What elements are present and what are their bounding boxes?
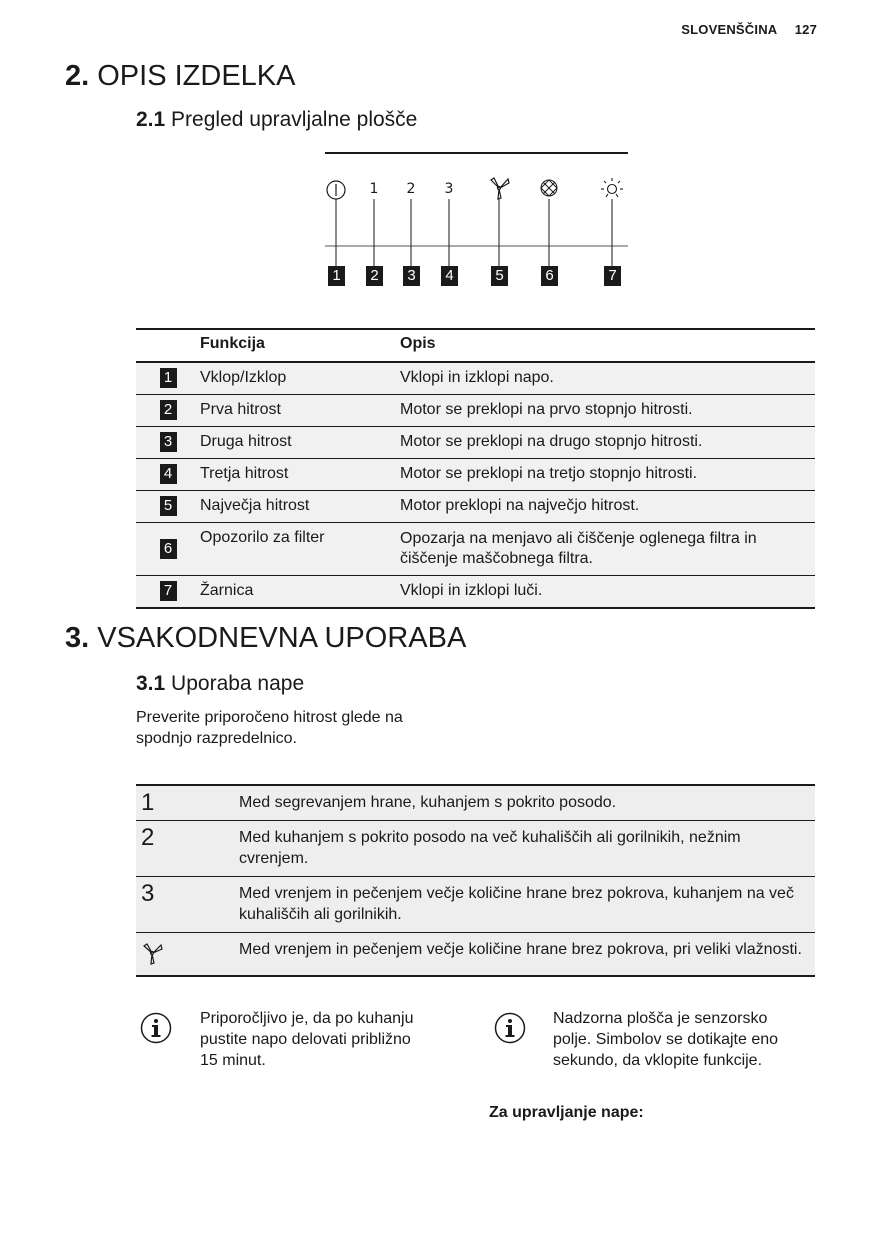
subsection-number: 2.1 <box>136 108 166 131</box>
row-number-badge: 5 <box>160 496 177 516</box>
table-row <box>136 821 815 877</box>
section-title: VSAKODNEVNA UPORABA <box>97 622 467 654</box>
function-name: Prva hitrost <box>200 401 281 418</box>
speed-3-icon: 3 <box>444 181 454 197</box>
speed-2-icon: 2 <box>406 181 416 197</box>
subsection-3-1-heading <box>136 672 304 696</box>
row-number-badge: 7 <box>160 581 177 601</box>
subsection-number: 3.1 <box>136 672 166 695</box>
callout-7: 7 <box>604 266 621 286</box>
table-row <box>136 576 815 609</box>
table-row <box>136 362 815 395</box>
section-3-heading <box>65 622 466 655</box>
table-row <box>136 427 815 459</box>
function-name: Druga hitrost <box>200 433 292 450</box>
usage-description: Med vrenjem in pečenjem večje količine hrane brez pokrova, kuhanjem na več kuhališčih ali gorilnikih. <box>239 885 794 923</box>
light-icon <box>601 178 623 197</box>
row-number-badge: 3 <box>160 432 177 452</box>
subsection-title: Pregled upravljalne plošče <box>171 108 418 131</box>
speed-level: 1 <box>141 789 155 816</box>
callout-1: 1 <box>328 266 345 286</box>
table-row <box>136 523 815 576</box>
info-icon <box>494 1012 526 1044</box>
speed-level <box>136 933 239 977</box>
note-left: Priporočljivo je, da po kuhanju pustite napo delovati približno 15 minut. <box>200 1010 414 1069</box>
table-row <box>136 395 815 427</box>
subsection-2-1-heading <box>136 108 417 132</box>
function-description: Motor se preklopi na tretjo stopnjo hitrosti. <box>400 465 698 482</box>
table-row <box>136 933 815 977</box>
speed-level: 2 <box>141 824 155 851</box>
header-language: SLOVENŠČINA <box>681 22 777 37</box>
table-row <box>136 877 815 933</box>
callout-6: 6 <box>541 266 558 286</box>
function-description: Motor se preklopi na prvo stopnjo hitrosti. <box>400 401 693 418</box>
page-number: 127 <box>794 22 817 37</box>
usage-description: Med segrevanjem hrane, kuhanjem s pokrito posodo. <box>239 794 617 811</box>
speed-1-icon: 1 <box>369 181 379 197</box>
usage-description: Med vrenjem in pečenjem večje količine hrane brez pokrova, pri veliki vlažnosti. <box>239 941 802 958</box>
fan-boost-icon <box>141 943 163 965</box>
column-header-function: Funkcija <box>200 335 265 352</box>
function-name: Vklop/Izklop <box>200 369 287 386</box>
callout-5: 5 <box>491 266 508 286</box>
function-table <box>136 328 815 609</box>
row-number-badge: 2 <box>160 400 177 420</box>
power-icon <box>327 181 345 199</box>
usage-table <box>136 784 815 977</box>
section-number: 3. <box>65 622 90 654</box>
usage-description: Med kuhanjem s pokrito posodo na več kuhališčih ali gorilnikih, nežnim cvrenjem. <box>239 829 741 867</box>
callout-2: 2 <box>366 266 383 286</box>
speed-level: 3 <box>141 880 155 907</box>
usage-intro: Preverite priporočeno hitrost glede na spodnjo razpredelnico. <box>136 709 403 747</box>
column-header-description: Opis <box>400 335 436 352</box>
function-description: Vklopi in izklopi luči. <box>400 582 543 599</box>
fan-boost-icon <box>491 178 509 199</box>
subsection-title: Uporaba nape <box>171 672 305 695</box>
table-row <box>136 491 815 523</box>
note-right: Nadzorna plošča je senzorsko polje. Simbolov se dotikajte eno sekundo, da vklopite funkcije. <box>553 1010 779 1069</box>
control-heading: Za upravljanje nape: <box>489 1104 644 1121</box>
function-name: Žarnica <box>200 582 254 599</box>
section-number: 2. <box>65 60 90 92</box>
table-header-row <box>136 329 815 362</box>
function-description: Opozarja na menjavo ali čiščenje oglenega filtra in čiščenje maščobnega filtra. <box>400 530 757 567</box>
section-2-heading <box>65 60 295 93</box>
info-icon <box>140 1012 172 1044</box>
table-row <box>136 459 815 491</box>
row-number-badge: 4 <box>160 464 177 484</box>
table-row <box>136 785 815 821</box>
function-name: Tretja hitrost <box>200 465 289 482</box>
function-name: Največja hitrost <box>200 497 310 514</box>
callout-4: 4 <box>441 266 458 286</box>
filter-icon <box>541 180 557 196</box>
page-header <box>681 22 817 37</box>
function-description: Vklopi in izklopi napo. <box>400 369 554 386</box>
row-number-badge: 1 <box>160 368 177 388</box>
section-title: OPIS IZDELKA <box>97 60 296 92</box>
function-name: Opozorilo za filter <box>200 529 325 546</box>
function-description: Motor se preklopi na drugo stopnjo hitrosti. <box>400 433 703 450</box>
row-number-badge: 6 <box>160 539 177 559</box>
leader-lines <box>336 199 612 268</box>
callout-3: 3 <box>403 266 420 286</box>
function-description: Motor preklopi na največjo hitrost. <box>400 497 640 514</box>
